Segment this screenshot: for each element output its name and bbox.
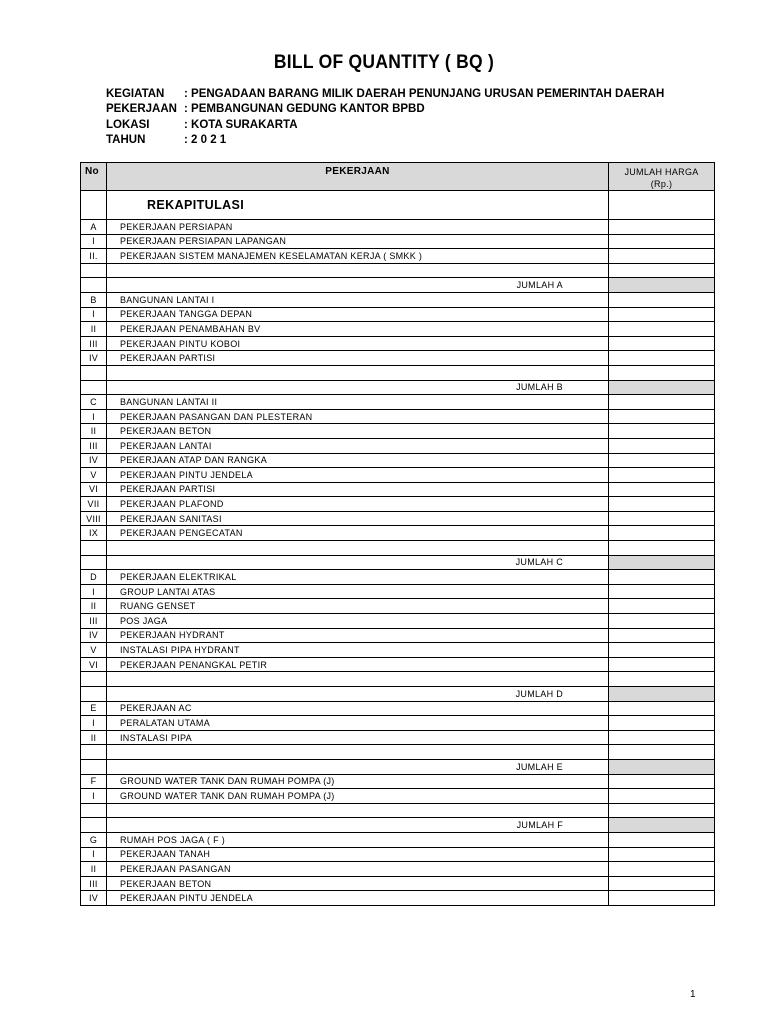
price-cell <box>609 497 715 512</box>
price-cell <box>609 701 715 716</box>
item-description-cell: PEKERJAAN PASANGAN <box>107 862 609 877</box>
subtotal-row <box>81 759 715 774</box>
table-row <box>81 220 715 235</box>
table-row <box>81 657 715 672</box>
meta-row-kegiatan <box>106 87 664 102</box>
subtotal-row <box>81 818 715 833</box>
no-cell: I <box>81 789 107 804</box>
no-cell: E <box>81 701 107 716</box>
table-row <box>81 774 715 789</box>
no-cell: V <box>81 643 107 658</box>
item-description-cell: PEKERJAAN LANTAI <box>107 438 609 453</box>
price-cell <box>609 584 715 599</box>
item-description-cell: GROUND WATER TANK DAN RUMAH POMPA (J) <box>107 774 609 789</box>
table-row <box>81 307 715 322</box>
item-description-cell: PEKERJAAN TANGGA DEPAN <box>107 307 609 322</box>
price-cell <box>609 832 715 847</box>
no-cell: IX <box>81 526 107 541</box>
table-row <box>81 234 715 249</box>
subtotal-price-cell <box>609 759 715 774</box>
project-info <box>106 87 664 148</box>
blank-cell <box>107 365 609 380</box>
header-jumlah-harga <box>609 163 715 191</box>
no-cell: F <box>81 774 107 789</box>
subtotal-label-cell: JUMLAH F <box>107 818 609 833</box>
subtotal-row <box>81 278 715 293</box>
blank-cell <box>107 541 609 556</box>
subtotal-label-cell: JUMLAH E <box>107 759 609 774</box>
table-row <box>81 730 715 745</box>
item-description-cell: PEKERJAAN PLAFOND <box>107 497 609 512</box>
no-cell <box>81 759 107 774</box>
table-row <box>81 789 715 804</box>
table-row <box>81 584 715 599</box>
table-header-row <box>81 163 715 191</box>
price-cell <box>609 672 715 687</box>
price-cell <box>609 730 715 745</box>
no-cell: II <box>81 322 107 337</box>
price-cell <box>609 628 715 643</box>
item-description-cell: PEKERJAAN TANAH <box>107 847 609 862</box>
table-row <box>81 643 715 658</box>
no-cell <box>81 278 107 293</box>
blank-cell <box>107 263 609 278</box>
price-cell <box>609 307 715 322</box>
item-description-cell: INSTALASI PIPA HYDRANT <box>107 643 609 658</box>
no-cell <box>81 672 107 687</box>
item-description-cell: PEKERJAAN BETON <box>107 876 609 891</box>
price-cell <box>609 292 715 307</box>
price-cell <box>609 336 715 351</box>
table-row <box>81 599 715 614</box>
table-row <box>81 497 715 512</box>
price-cell <box>609 876 715 891</box>
price-cell <box>609 847 715 862</box>
price-cell <box>609 599 715 614</box>
subtotal-row <box>81 555 715 570</box>
no-cell: A <box>81 220 107 235</box>
blank-row <box>81 263 715 278</box>
header-jumlah-harga-unit: (Rp.) <box>650 178 673 189</box>
item-description-cell: PEKERJAAN AC <box>107 701 609 716</box>
meta-value: : PEMBANGUNAN GEDUNG KANTOR BPBD <box>184 103 425 116</box>
header-jumlah-harga-label: JUMLAH HARGA <box>624 166 699 177</box>
table-row <box>81 395 715 410</box>
meta-label: TAHUN <box>106 133 146 146</box>
no-cell: VI <box>81 482 107 497</box>
item-description-cell: PEKERJAAN PARTISI <box>107 351 609 366</box>
price-cell <box>609 614 715 629</box>
price-cell <box>609 395 715 410</box>
price-cell <box>609 482 715 497</box>
item-description-cell: PERALATAN UTAMA <box>107 716 609 731</box>
no-cell <box>81 818 107 833</box>
no-cell <box>81 541 107 556</box>
table-row <box>81 570 715 585</box>
table-row <box>81 453 715 468</box>
price-cell <box>609 526 715 541</box>
page-number: 1 <box>690 989 696 1000</box>
no-cell: III <box>81 438 107 453</box>
price-cell <box>609 409 715 424</box>
item-description-cell: PEKERJAAN BETON <box>107 424 609 439</box>
no-cell: II <box>81 862 107 877</box>
price-cell <box>609 570 715 585</box>
no-cell <box>81 263 107 278</box>
price-cell <box>609 511 715 526</box>
item-description-cell: RUMAH POS JAGA ( F ) <box>107 832 609 847</box>
item-description-cell: PEKERJAAN PERSIAPAN LAPANGAN <box>107 234 609 249</box>
table-row <box>81 891 715 906</box>
table-row <box>81 438 715 453</box>
table-row <box>81 322 715 337</box>
table-row <box>81 292 715 307</box>
subtotal-label-cell: JUMLAH B <box>107 380 609 395</box>
subtotal-label-cell: JUMLAH A <box>107 278 609 293</box>
table-row <box>81 832 715 847</box>
table-row <box>81 847 715 862</box>
no-cell: I <box>81 716 107 731</box>
meta-value: : PENGADAAN BARANG MILIK DAERAH PENUNJANG URUSAN PEMERINTAH DAERAH <box>184 88 665 100</box>
table-row <box>81 862 715 877</box>
subtotal-price-cell <box>609 380 715 395</box>
price-cell <box>609 541 715 556</box>
table-row <box>81 701 715 716</box>
no-cell <box>81 803 107 818</box>
no-cell: G <box>81 832 107 847</box>
subtotal-price-cell <box>609 818 715 833</box>
rekap-no-cell <box>81 191 107 220</box>
table-row <box>81 351 715 366</box>
price-cell <box>609 322 715 337</box>
item-description-cell: PEKERJAAN PENGECATAN <box>107 526 609 541</box>
table-row <box>81 482 715 497</box>
table-row <box>81 716 715 731</box>
no-cell: I <box>81 307 107 322</box>
table-row <box>81 468 715 483</box>
no-cell: III <box>81 876 107 891</box>
blank-row <box>81 745 715 760</box>
table-row <box>81 614 715 629</box>
no-cell <box>81 365 107 380</box>
no-cell: IV <box>81 351 107 366</box>
item-description-cell: PEKERJAAN HYDRANT <box>107 628 609 643</box>
no-cell: II <box>81 730 107 745</box>
table-row <box>81 336 715 351</box>
no-cell: IV <box>81 891 107 906</box>
table-row <box>81 526 715 541</box>
blank-row <box>81 803 715 818</box>
subtotal-row <box>81 380 715 395</box>
header-no: No <box>81 163 107 191</box>
header-pekerjaan: PEKERJAAN <box>107 163 609 191</box>
price-cell <box>609 774 715 789</box>
blank-cell <box>107 745 609 760</box>
item-description-cell: BANGUNAN LANTAI I <box>107 292 609 307</box>
no-cell: VIII <box>81 511 107 526</box>
item-description-cell: PEKERJAAN PINTU JENDELA <box>107 468 609 483</box>
price-cell <box>609 453 715 468</box>
item-description-cell: GROUND WATER TANK DAN RUMAH POMPA (J) <box>107 789 609 804</box>
price-cell <box>609 643 715 658</box>
table-row <box>81 249 715 264</box>
price-cell <box>609 351 715 366</box>
price-cell <box>609 862 715 877</box>
item-description-cell: PEKERJAAN PINTU JENDELA <box>107 891 609 906</box>
item-description-cell: BANGUNAN LANTAI II <box>107 395 609 410</box>
no-cell: VI <box>81 657 107 672</box>
no-cell: D <box>81 570 107 585</box>
table-row <box>81 628 715 643</box>
no-cell: C <box>81 395 107 410</box>
no-cell: VII <box>81 497 107 512</box>
item-description-cell: PEKERJAAN ATAP DAN RANGKA <box>107 453 609 468</box>
meta-value: : KOTA SURAKARTA <box>184 118 298 131</box>
no-cell: II. <box>81 249 107 264</box>
bq-table <box>80 162 715 906</box>
blank-cell <box>107 803 609 818</box>
price-cell <box>609 745 715 760</box>
meta-value: : 2 0 2 1 <box>184 133 227 146</box>
item-description-cell: PEKERJAAN ELEKTRIKAL <box>107 570 609 585</box>
no-cell: I <box>81 234 107 249</box>
price-cell <box>609 716 715 731</box>
price-cell <box>609 220 715 235</box>
no-cell: III <box>81 614 107 629</box>
item-description-cell: PEKERJAAN SANITASI <box>107 511 609 526</box>
subtotal-label-cell: JUMLAH D <box>107 687 609 702</box>
table-row <box>81 876 715 891</box>
price-cell <box>609 789 715 804</box>
no-cell: IV <box>81 628 107 643</box>
blank-row <box>81 672 715 687</box>
meta-label: LOKASI <box>106 118 150 131</box>
blank-cell <box>107 672 609 687</box>
rekap-price-cell <box>609 191 715 220</box>
price-cell <box>609 424 715 439</box>
no-cell: III <box>81 336 107 351</box>
price-cell <box>609 891 715 906</box>
item-description-cell: PEKERJAAN PENAMBAHAN BV <box>107 322 609 337</box>
no-cell <box>81 380 107 395</box>
item-description-cell: PEKERJAAN SISTEM MANAJEMEN KESELAMATAN KERJA ( SMKK ) <box>107 249 609 264</box>
price-cell <box>609 249 715 264</box>
subtotal-row <box>81 687 715 702</box>
no-cell: II <box>81 599 107 614</box>
item-description-cell: INSTALASI PIPA <box>107 730 609 745</box>
price-cell <box>609 438 715 453</box>
price-cell <box>609 365 715 380</box>
blank-row <box>81 541 715 556</box>
item-description-cell: GROUP LANTAI ATAS <box>107 584 609 599</box>
item-description-cell: PEKERJAAN PERSIAPAN <box>107 220 609 235</box>
no-cell: V <box>81 468 107 483</box>
price-cell <box>609 234 715 249</box>
subtotal-price-cell <box>609 687 715 702</box>
item-description-cell: PEKERJAAN PINTU KOBOI <box>107 336 609 351</box>
table-row <box>81 409 715 424</box>
no-cell <box>81 555 107 570</box>
no-cell: B <box>81 292 107 307</box>
subtotal-price-cell <box>609 278 715 293</box>
no-cell: I <box>81 847 107 862</box>
price-cell <box>609 803 715 818</box>
table-row <box>81 424 715 439</box>
no-cell <box>81 745 107 760</box>
no-cell: I <box>81 584 107 599</box>
item-description-cell: POS JAGA <box>107 614 609 629</box>
item-description-cell: RUANG GENSET <box>107 599 609 614</box>
rekapitulasi-row <box>81 191 715 220</box>
table-row <box>81 511 715 526</box>
subtotal-price-cell <box>609 555 715 570</box>
price-cell <box>609 468 715 483</box>
meta-row-pekerjaan <box>106 102 664 117</box>
meta-row-lokasi <box>106 118 664 133</box>
table-body <box>81 191 715 906</box>
blank-row <box>81 365 715 380</box>
no-cell: I <box>81 409 107 424</box>
subtotal-label-cell: JUMLAH C <box>107 555 609 570</box>
document-title: BILL OF QUANTITY ( BQ ) <box>273 52 495 73</box>
price-cell <box>609 263 715 278</box>
no-cell: IV <box>81 453 107 468</box>
rekap-label-cell: REKAPITULASI <box>107 191 609 220</box>
meta-label: KEGIATAN <box>106 88 165 100</box>
item-description-cell: PEKERJAAN PASANGAN DAN PLESTERAN <box>107 409 609 424</box>
price-cell <box>609 657 715 672</box>
meta-label: PEKERJAAN <box>106 103 177 116</box>
no-cell <box>81 687 107 702</box>
no-cell: II <box>81 424 107 439</box>
meta-row-tahun <box>106 133 664 148</box>
item-description-cell: PEKERJAAN PARTISI <box>107 482 609 497</box>
item-description-cell: PEKERJAAN PENANGKAL PETIR <box>107 657 609 672</box>
